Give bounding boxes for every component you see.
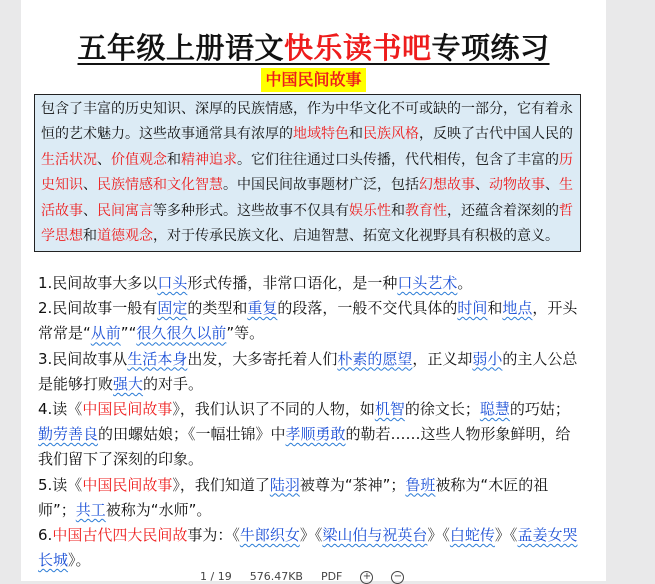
subtitle-row (21, 68, 606, 92)
question-text: 的巧姑； (509, 400, 570, 419)
intro-keyword: 地域特色 (293, 126, 349, 143)
question-item (38, 473, 578, 523)
answer-text: 口头艺术 (397, 274, 458, 292)
question-text: 被尊为“茶神”； (299, 475, 406, 494)
answer-text: 弱小 (472, 349, 503, 368)
question-text: 的类型和 (187, 299, 248, 318)
intro-keyword: 娱乐性 (349, 202, 391, 219)
intro-keyword: 历史知识 (41, 151, 573, 194)
zoom-in-icon[interactable]: + (360, 571, 373, 584)
file-type: PDF (320, 569, 343, 583)
intro-keyword: 哲学思想 (41, 202, 573, 245)
question-text: 5.读《 (38, 475, 83, 494)
question-item (38, 271, 578, 296)
question-text: 2.民间故事一般有 (38, 299, 158, 318)
intro-keyword: 民间寓言 (97, 202, 153, 219)
intro-box (34, 94, 581, 252)
question-text: 被称为“水师”。 (105, 500, 212, 519)
question-text: 》《 (299, 526, 323, 545)
intro-text: 和 (83, 228, 97, 245)
answer-text: 机智 (374, 400, 405, 419)
question-text: 》，我们知道了 (172, 475, 270, 494)
intro-keyword: 民族风格 (363, 126, 419, 143)
question-text: 6. (38, 526, 53, 545)
questions-list (38, 271, 578, 573)
intro-keyword: 教育性 (405, 202, 447, 219)
answer-text: 朴素的愿望 (337, 349, 413, 368)
question-text: ”“ (120, 324, 137, 343)
question-text: 的对手。 (143, 374, 204, 393)
answer-text: 地点 (502, 299, 533, 318)
question-text: ”等。 (226, 324, 265, 343)
intro-keyword: 生活故事 (41, 177, 573, 219)
question-text: 1.民间故事大多以 (38, 274, 158, 292)
intro-text: ，还蕴含着深刻的 (447, 202, 559, 219)
question-item (38, 397, 578, 473)
question-text: ，正义却 (412, 349, 473, 368)
answer-text: 固定 (157, 299, 188, 318)
intro-keyword: 道德观念 (97, 228, 153, 245)
answer-text: 共工 (75, 500, 106, 519)
title-part1: 五年级上册语文 (77, 31, 284, 65)
answer-text: 从前 (90, 324, 121, 343)
viewer-side-panel (606, 0, 655, 581)
subtitle: 中国民间故事 (261, 68, 365, 92)
intro-text: 和 (349, 126, 363, 143)
title-part2: 快乐读书吧 (283, 31, 432, 65)
intro-text: 、 (83, 177, 97, 194)
intro-text: 、 (475, 177, 489, 194)
intro-keyword: 价值观念 (111, 151, 167, 168)
intro-text: 等多种形式。这些故事不仅具有 (153, 202, 349, 219)
question-text: 4.读《 (38, 400, 83, 419)
question-item (38, 347, 578, 397)
question-item (38, 523, 578, 573)
answer-text: 聪慧 (479, 400, 510, 419)
intro-text: 、 (97, 151, 111, 168)
answer-text: 梁山伯与祝英台 (322, 526, 428, 545)
answer-text: 重复 (247, 299, 278, 318)
answer-text: 口头 (157, 274, 188, 292)
intro-keyword: 幻想故事 (419, 177, 475, 194)
question-text: 的勒若……这些人物形象鲜明，给我们留下了深刻的印象。 (38, 425, 571, 469)
question-text: 的主人公总是能够打败 (38, 349, 578, 393)
question-text: ，开头常常是“ (38, 299, 578, 343)
question-text: 》。 (68, 551, 91, 570)
page-title (77, 26, 549, 67)
intro-text: ，对于传承民族文化、启迪智慧、拓宽文化视野具有积极的意义。 (153, 228, 559, 245)
intro-text: 和 (167, 151, 181, 168)
question-text: 出发，大多寄托着人们 (187, 349, 338, 368)
question-text: 》，我们认识了不同的人物，如 (172, 400, 375, 419)
question-text: 形式传播，非常口语化，是一种 (187, 274, 398, 292)
answer-text: 孟姜女哭长城 (38, 526, 578, 570)
question-text: 。 (457, 274, 473, 292)
question-text: 事为：《 (187, 526, 240, 545)
question-text: 的田螺姑娘；《一幅壮锦》中 (98, 425, 286, 444)
question-text: 和 (487, 299, 503, 318)
highlight-text: 中国古代四大民间故 (52, 526, 188, 545)
intro-text: 。它们往往通过口头传播，代代相传，包含了丰富的 (237, 151, 559, 168)
intro-text: 和 (391, 202, 405, 219)
intro-keyword: 生活状况 (41, 151, 97, 168)
answer-text: 白蛇传 (449, 526, 495, 545)
intro-text: ，反映了古代中国人民的 (419, 126, 573, 143)
question-text: 3.民间故事从 (38, 349, 128, 368)
file-size: 576.47KB (249, 569, 303, 583)
answer-text: 勤劳善良 (38, 425, 99, 444)
title-row (21, 26, 606, 67)
intro-text: 、 (545, 177, 559, 194)
answer-text: 很久很久以前 (136, 324, 227, 343)
question-text: 》《 (494, 526, 518, 545)
question-text: 被称为“木匠的祖师”； (38, 475, 549, 519)
zoom-out-icon[interactable]: − (391, 571, 404, 584)
answer-text: 强大 (113, 374, 144, 393)
pdf-toolbar (200, 568, 404, 584)
document-page (21, 0, 606, 581)
question-item (38, 296, 578, 346)
intro-text: 。中国民间故事题材广泛，包括 (223, 177, 419, 194)
page-indicator[interactable]: 1 / 19 (200, 569, 232, 583)
answer-text: 陆羽 (269, 475, 300, 494)
question-text: 的徐文长； (404, 400, 480, 419)
highlight-text: 中国民间故事 (82, 475, 173, 494)
answer-text: 鲁班 (405, 475, 436, 494)
highlight-text: 中国民间故事 (82, 400, 173, 419)
answer-text: 时间 (457, 299, 488, 318)
intro-keyword: 民族情感和文化智慧 (97, 177, 223, 194)
question-text: 的段落，一般不交代具体的 (277, 299, 458, 318)
answer-text: 生活本身 (127, 349, 188, 368)
intro-text: 包含了丰富的历史知识、深厚的民族情感，作为中华文化不可或缺的一部分，它有着永恒的艺术魅力。这些故事通常具有浓厚的 (41, 101, 573, 143)
answer-text: 牛郎织女 (239, 526, 300, 545)
intro-text: 、 (83, 202, 97, 219)
answer-text: 孝顺勇敢 (285, 425, 346, 444)
intro-keyword: 动物故事 (489, 177, 545, 194)
title-part3: 专项练习 (431, 31, 550, 65)
intro-keyword: 精神追求 (181, 151, 237, 168)
question-text: 》《 (427, 526, 450, 545)
